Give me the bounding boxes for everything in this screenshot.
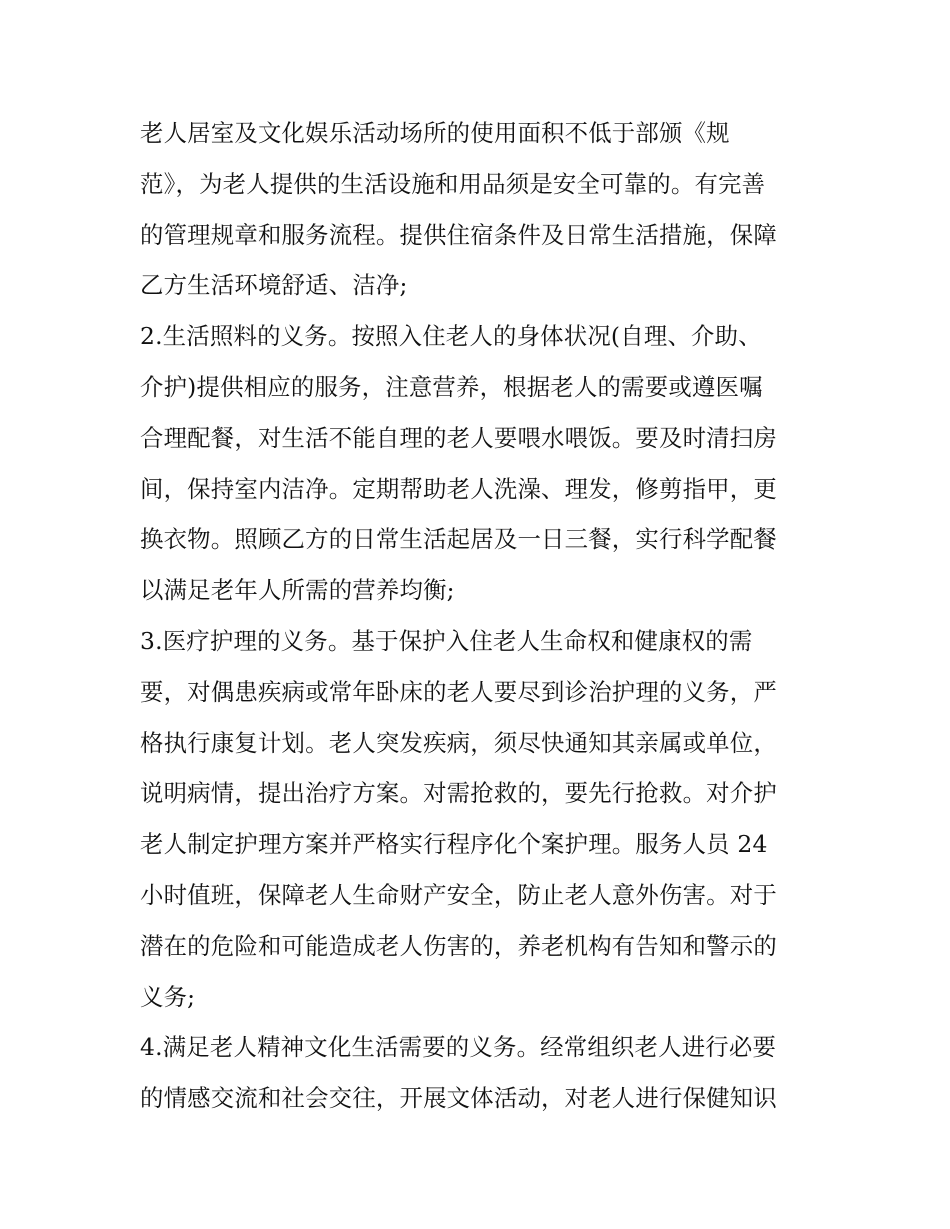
text-line: 3.医疗护理的义务。基于保护入住老人生命权和健康权的需 bbox=[140, 626, 753, 655]
text-line: 以满足老年人所需的营养均衡; bbox=[140, 576, 455, 605]
text-line: 换衣物。照顾乙方的日常生活起居及一日三餐，实行科学配餐 bbox=[140, 525, 777, 554]
text-line: 的情感交流和社会交往，开展文体活动，对老人进行保健知识 bbox=[140, 1084, 777, 1113]
text-line: 的管理规章和服务流程。提供住宿条件及日常生活措施，保障 bbox=[140, 220, 777, 249]
text-line: 要，对偶患疾病或常年卧床的老人要尽到诊治护理的义务，严 bbox=[140, 677, 777, 706]
text-line: 2.生活照料的义务。按照入住老人的身体状况(自理、介助、 bbox=[140, 322, 762, 351]
body-text bbox=[140, 108, 820, 1124]
text-line: 格执行康复计划。老人突发疾病，须尽快通知其亲属或单位， bbox=[140, 728, 777, 757]
text-line: 介护)提供相应的服务，注意营养，根据老人的需要或遵医嘱 bbox=[140, 372, 763, 401]
text-line: 乙方生活环境舒适、洁净; bbox=[140, 271, 408, 300]
text-line: 义务; bbox=[140, 982, 196, 1011]
text-line: 潜在的危险和可能造成老人伤害的，养老机构有告知和警示的 bbox=[140, 931, 777, 960]
text-line: 老人居室及文化娱乐活动场所的使用面积不低于部颁《规 bbox=[140, 119, 730, 147]
text-line: 间，保持室内洁净。定期帮助老人洗澡、理发，修剪指甲，更 bbox=[140, 474, 777, 503]
text-line: 4.满足老人精神文化生活需要的义务。经常组织老人进行必要 bbox=[140, 1033, 777, 1062]
text-line: 老人制定护理方案并严格实行程序化个案护理。服务人员 24 bbox=[140, 830, 768, 859]
text-line: 小时值班，保障老人生命财产安全，防止老人意外伤害。对于 bbox=[140, 880, 777, 909]
text-line: 范》，为老人提供的生活设施和用品须是安全可靠的。有完善 bbox=[140, 169, 766, 198]
text-line: 合理配餐，对生活不能自理的老人要喂水喂饭。要及时清扫房 bbox=[140, 423, 777, 452]
text-line: 说明病情，提出治疗方案。对需抢救的，要先行抢救。对介护 bbox=[140, 779, 777, 808]
